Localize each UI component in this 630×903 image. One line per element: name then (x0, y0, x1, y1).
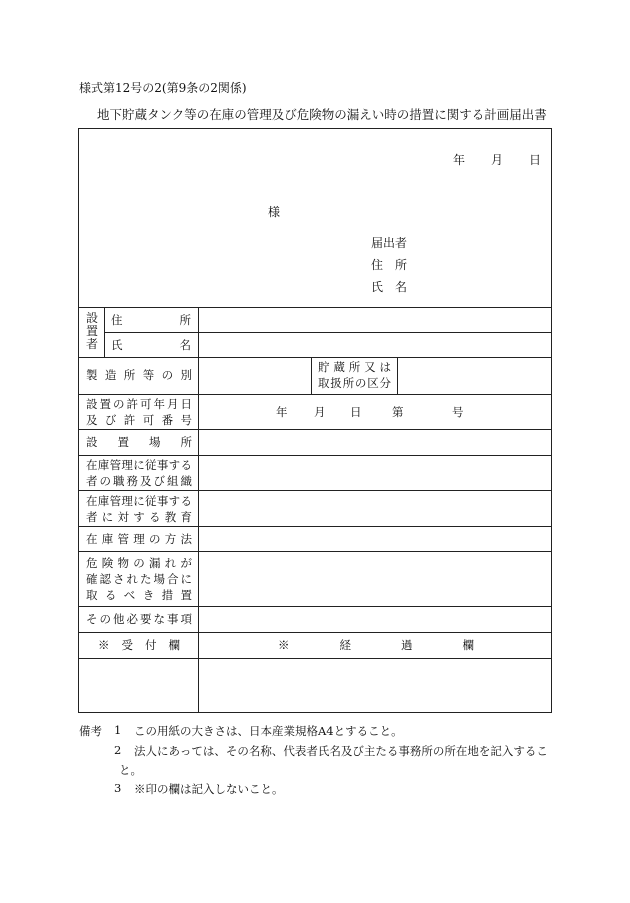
rule-location-bottom (78, 455, 552, 456)
permit-label-1: 設置の許可年月日 (86, 397, 192, 411)
storage-type-label-1: 貯蔵所又は (318, 360, 391, 374)
form-title: 地下貯蔵タンク等の在庫の管理及び危険物の漏えい時の措置に関する計画届出書 (97, 107, 547, 122)
rule-storage-left (311, 357, 312, 394)
installer-group-label: 設置者 (86, 311, 99, 351)
other-matters-label: その他必要な事項 (86, 612, 192, 626)
rule-duty-bottom (78, 490, 552, 491)
note-2-number: 2 (114, 743, 122, 757)
leak-measures-label-1: 危険物の漏れが (86, 556, 192, 570)
rule-installer-top (78, 307, 552, 308)
reception-column-label: ※受付欄 (98, 638, 180, 652)
staff-education-label-1: 在庫管理に従事する (86, 494, 192, 508)
rule-other-bottom (78, 632, 552, 633)
inventory-method-label: 在庫管理の方法 (86, 532, 192, 546)
notifier-name-label: 氏名 (371, 280, 420, 294)
permit-day-label: 日 (350, 405, 362, 419)
progress-column-label: ※経過欄 (278, 638, 474, 652)
staff-duty-label-2: 者の職務及び組織 (86, 474, 192, 488)
note-1-number: 1 (114, 723, 122, 737)
date-line (453, 151, 567, 168)
note-3-text: ※印の欄は記入しないこと。 (134, 782, 284, 796)
note-1-text: この用紙の大きさは、日本産業規格A4とすること。 (134, 724, 403, 738)
permit-number-prefix: 第 (392, 405, 404, 419)
date-month-label: 月 (491, 153, 504, 167)
rule-facility-bottom (78, 394, 552, 395)
staff-duty-label-1: 在庫管理に従事する (86, 458, 192, 472)
rule-reception-header-bottom (78, 658, 552, 659)
rule-installer-group-divider (104, 307, 105, 357)
location-label: 設置場所 (86, 435, 192, 449)
form-number: 様式第12号の2(第9条の2関係) (79, 81, 247, 95)
permit-year-label: 年 (276, 405, 288, 419)
rule-leak-bottom (78, 606, 552, 607)
notifier-address-label: 住所 (371, 258, 420, 272)
recipient-suffix: 様 (268, 205, 281, 219)
rule-label-divider (198, 307, 199, 713)
note-2-text-line1: 法人にあっては、その名称、代表者氏名及び主たる事務所の所在地を記入するこ (134, 744, 548, 758)
note-3-number: 3 (114, 781, 122, 795)
installer-name-label: 氏名 (111, 338, 191, 352)
rule-storage-right (397, 357, 398, 394)
notes-label: 備考 (79, 724, 102, 738)
storage-type-label-2: 取扱所の区分 (318, 376, 391, 390)
permit-label-2: 及び許可番号 (86, 413, 192, 427)
rule-installer-mid (104, 332, 552, 333)
date-day-label: 日 (529, 153, 542, 167)
note-2-text-line2: と。 (119, 763, 142, 777)
rule-permit-bottom (78, 429, 552, 430)
installer-address-label: 住所 (111, 313, 191, 327)
permit-month-label: 月 (314, 405, 326, 419)
date-year-label: 年 (453, 153, 466, 167)
leak-measures-label-2: 確認された場合に (86, 572, 192, 586)
rule-method-bottom (78, 551, 552, 552)
rule-edu-bottom (78, 526, 552, 527)
facility-type-label: 製造所等の別 (86, 368, 192, 382)
rule-installer-bottom (78, 357, 552, 358)
staff-education-label-2: 者に対する教育 (86, 510, 192, 524)
leak-measures-label-3: 取るべき措置 (86, 588, 192, 602)
notifier-label: 届出者 (371, 236, 408, 250)
permit-number-suffix: 号 (452, 405, 464, 419)
